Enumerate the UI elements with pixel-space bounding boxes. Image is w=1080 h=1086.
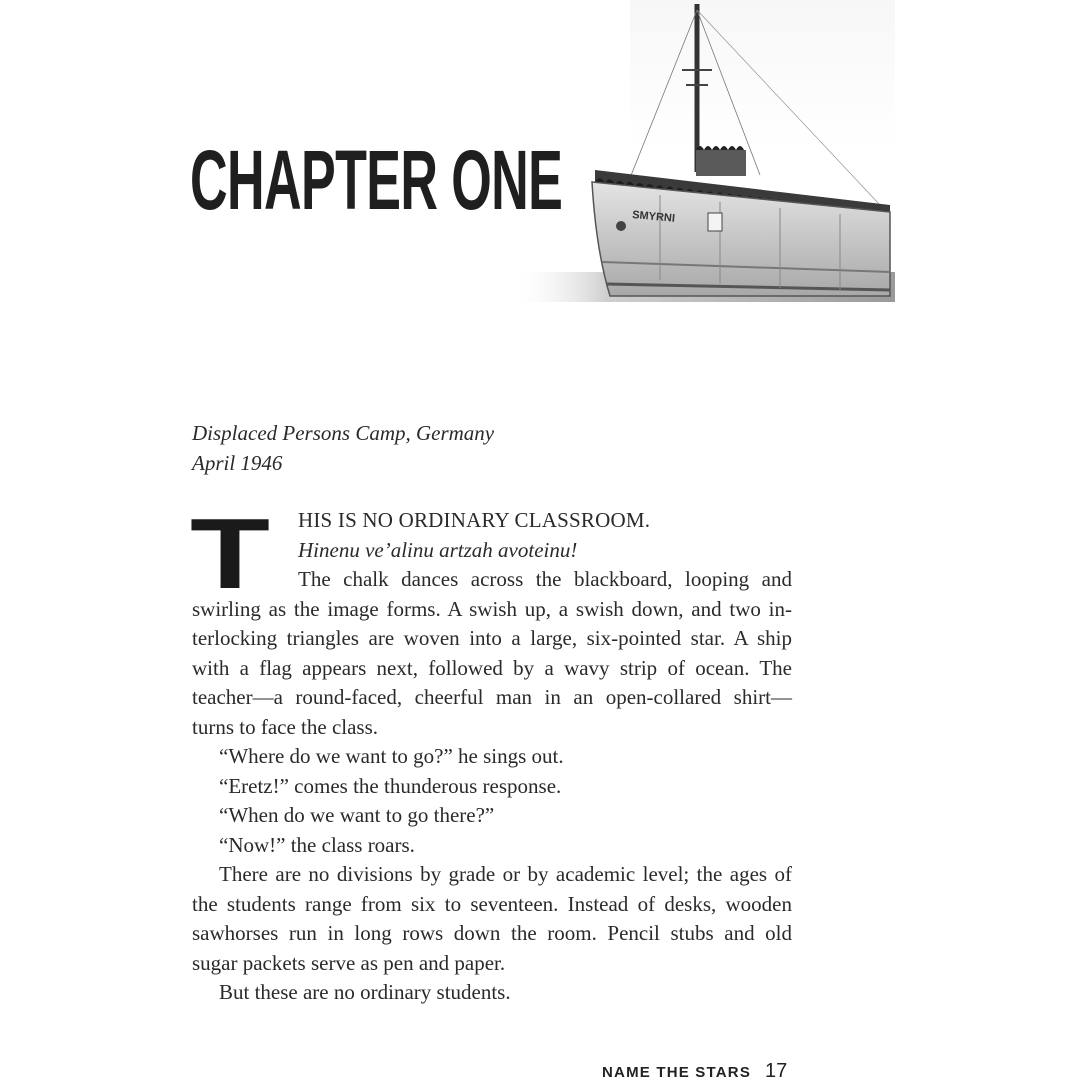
text-line-3: The chalk dances across the blackboard, looping and: [298, 567, 792, 591]
page-number: 17: [765, 1060, 788, 1082]
text-line-16: sugar packets serve as pen and paper.: [192, 950, 506, 975]
chapter-body: [192, 506, 792, 1008]
text-line-5: terlocking triangles are woven into a large, six-pointed star. A ship: [192, 626, 792, 650]
text-line-4: swirling as the image forms. A swish up, a swish down, and two in-: [192, 596, 792, 621]
setting-date: April 1946: [192, 451, 283, 475]
ship-photo: [510, 0, 895, 305]
text-line-13: There are no divisions by grade or by academic level; the ages of: [219, 862, 792, 886]
text-line-17: But these are no ordinary students.: [219, 980, 511, 1004]
text-line-10: “Eretz!” comes the thunderous response.: [219, 773, 562, 798]
text-line-15: sawhorses run in long rows down the room. Pencil stubs and old: [192, 921, 792, 945]
text-line-9: “Where do we want to go?” he sings out.: [219, 744, 564, 768]
text-line-1: HIS IS NO ORDINARY CLASSROOM.: [298, 508, 651, 532]
text-line-14: the students range from six to seventeen. Instead of desks, wooden: [192, 891, 792, 916]
drop-cap-letter: T: [190, 512, 270, 590]
chapter-setting: [192, 418, 494, 478]
running-head: NAME THE STARS: [602, 1064, 752, 1081]
text-line-2: Hinenu ve’alinu artzah avoteinu!: [298, 537, 578, 562]
text-line-11: “When do we want to go there?”: [219, 803, 495, 827]
text-line-7: teacher—a round-faced, cheerful man in an open-collared shirt—: [192, 685, 792, 709]
text-line-12: “Now!” the class roars.: [219, 832, 415, 857]
page-footer: [602, 1060, 787, 1086]
text-line-6: with a flag appears next, followed by a wavy strip of ocean. The: [192, 655, 792, 680]
chapter-title: CHAPTER ONE: [190, 133, 563, 227]
setting-place: Displaced Persons Camp, Germany: [192, 421, 495, 445]
text-line-8: turns to face the class.: [192, 714, 379, 739]
ship-name: SMYRNI: [631, 209, 676, 225]
